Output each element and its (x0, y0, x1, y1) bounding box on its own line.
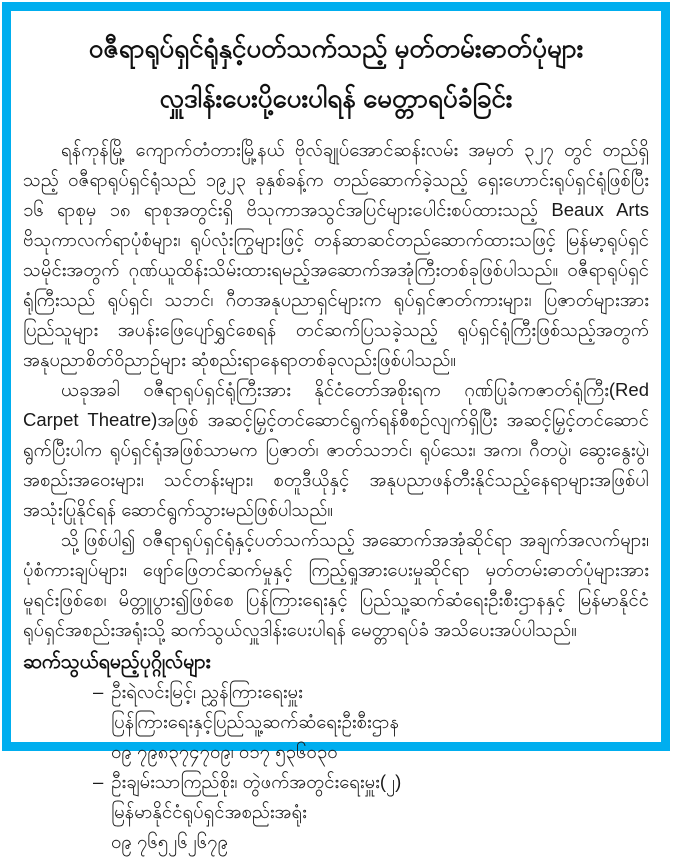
dash-bullet: – (93, 681, 104, 702)
page-title (23, 23, 649, 123)
title-line-2: လှူဒါန်းပေးပို့ပေးပါရန် မေတ္တာရပ်ခံခြင်း (159, 83, 513, 113)
contact-name: ဦးရဲလင်းမြင့်၊ ညွှန်ကြားရေးမှူး (111, 681, 303, 702)
page-frame (2, 2, 670, 852)
contact-organization: ပြန်ကြားရေးနှင့်ပြည်သူ့ဆက်ဆံရေးဦးစီးဌာန (111, 711, 400, 732)
contact-name-line (93, 677, 649, 707)
contact-item (93, 767, 649, 857)
contacts-heading: ဆက်သွယ်ရမည့်ပုဂ္ဂိုလ်များ (23, 651, 211, 673)
paragraph-2: ယခုအခါ ဝဇီရာရုပ်ရှင်ရုံကြီးအား နိုင်ငံတော်အစိုးရက ဂုဏ်ပြုခံကဇာတ်ရုံကြီး(Red Carpet Theatre)အဖြစ် အဆင့်မြှင့်တင်ဆောင်ရွက်ရန်စီစဉ်လျက်ရှိပြီး အဆင့်မြှင့်တင်ဆောင်ရွက်ပြီးပါက ရုပ်ရှင်ရုံအဖြစ်သာမက ပြဇာတ်၊ ဇာတ်သဘင်၊ ရုပ်သေး၊ အက၊ ဂီတပွဲ၊ ဆွေးနွေးပွဲ၊ အစည်းအဝေးများ၊ သင်တန်းများ၊ စတူဒီယိုနှင့် အနုပညာဖန်တီးနိုင်သည့်နေရာများအဖြစ်ပါ အသုံးပြုနိုင်ရန် ဆောင်ရွက်သွားမည်ဖြစ်ပါသည်။ (23, 379, 649, 520)
contact-phone: ၀၉ ၇၆၅၂၆၂၆၇၉ (111, 831, 228, 852)
paragraph-1: ရန်ကုန်မြို့ ကျောက်တံတားမြို့နယ် ဗိုလ်ချုပ်အောင်ဆန်းလမ်း အမှတ် ၃၂၇ တွင် တည်ရှိသည့် ဝဇီရာရုပ်ရှင်ရုံသည် ၁၉၂၃ ခုနှစ်ခန့်က တည်ဆောက်ခဲ့သည့် ရှေးဟောင်းရုပ်ရှင်ရုံဖြစ်ပြီး ၁၆ ရာစုမှ ၁၈ ရာစုအတွင်းရှိ ဗိသုကာအသွင်အပြင်များပေါင်းစပ်ထားသည့် Beaux Arts ဗိသုကာလက်ရာပုံစံများ၊ ရုပ်လုံးကြွများဖြင့် တန်ဆာဆင်တည်ဆောက်ထားသဖြင့် မြန်မာ့ရုပ်ရှင်သမိုင်းအတွက် ဂုဏ်ယူထိန်းသိမ်းထားရမည့်အဆောက်အအုံကြီးတစ်ခုဖြစ်ပါသည်။ ဝဇီရာရုပ်ရှင်ရုံကြီးသည် ရုပ်ရှင်၊ သဘင်၊ ဂီတအနုပညာရှင်များက ရုပ်ရှင်ဇာတ်ကားများ၊ ပြဇာတ်များအား ပြည်သူများ အပန်းဖြေပျော်ရွှင်စေရန် တင်ဆက်ပြသခဲ့သည့် ရုပ်ရှင်ရုံကြီးဖြစ်သည့်အတွက် အနုပညာစိတ်ဝိညာဉ်များ ဆုံစည်းရာနေရာတစ်ခုလည်းဖြစ်ပါသည်။ (23, 139, 649, 370)
contact-item (93, 677, 649, 767)
paragraph-3: သို့ဖြစ်ပါ၍ ဝဇီရာရုပ်ရှင်ရုံနှင့်ပတ်သက်သည့် အဆောက်အအုံဆိုင်ရာ အချက်အလက်များ၊ ပုံစံကားချပ်များ၊ ဖျော်ဖြေတင်ဆက်မှုနှင့် ကြည့်ရှုအားပေးမှုဆိုင်ရာ မှတ်တမ်းဓာတ်ပုံများအား မူရင်းဖြစ်စေ၊ မိတ္တူပွား၍ဖြစ်စေ ပြန်ကြားရေးနှင့် ပြည်သူ့ဆက်ဆံရေးဦးစီးဌာနနှင့် မြန်မာနိုင်ငံရုပ်ရှင်အစည်းအရုံးသို့ ဆက်သွယ်လှူဒါန်းပေးပါရန် မေတ္တာရပ်ခံ အသိပေးအပ်ပါသည်။ (23, 529, 649, 640)
contact-organization: မြန်မာနိုင်ငံရုပ်ရှင်အစည်းအရုံး (111, 801, 307, 822)
contact-name: ဦးချမ်းသာကြည်စိုး၊ တွဲဖက်အတွင်းရေးမှူး(၂) (111, 771, 402, 792)
contact-phone: ၀၉ ၇၉၈၃၇၄၇၀၉၊ ၀၁၇ ၅၃၆၀၃၀ (111, 741, 338, 762)
body-text (23, 135, 649, 645)
dash-bullet: – (93, 771, 104, 792)
contact-name-line (93, 767, 649, 797)
page-content (11, 11, 661, 852)
title-line-1: ဝဇီရာရုပ်ရှင်ရုံနှင့်ပတ်သက်သည့် မှတ်တမ်းဓာတ်ပုံများ (88, 33, 584, 63)
